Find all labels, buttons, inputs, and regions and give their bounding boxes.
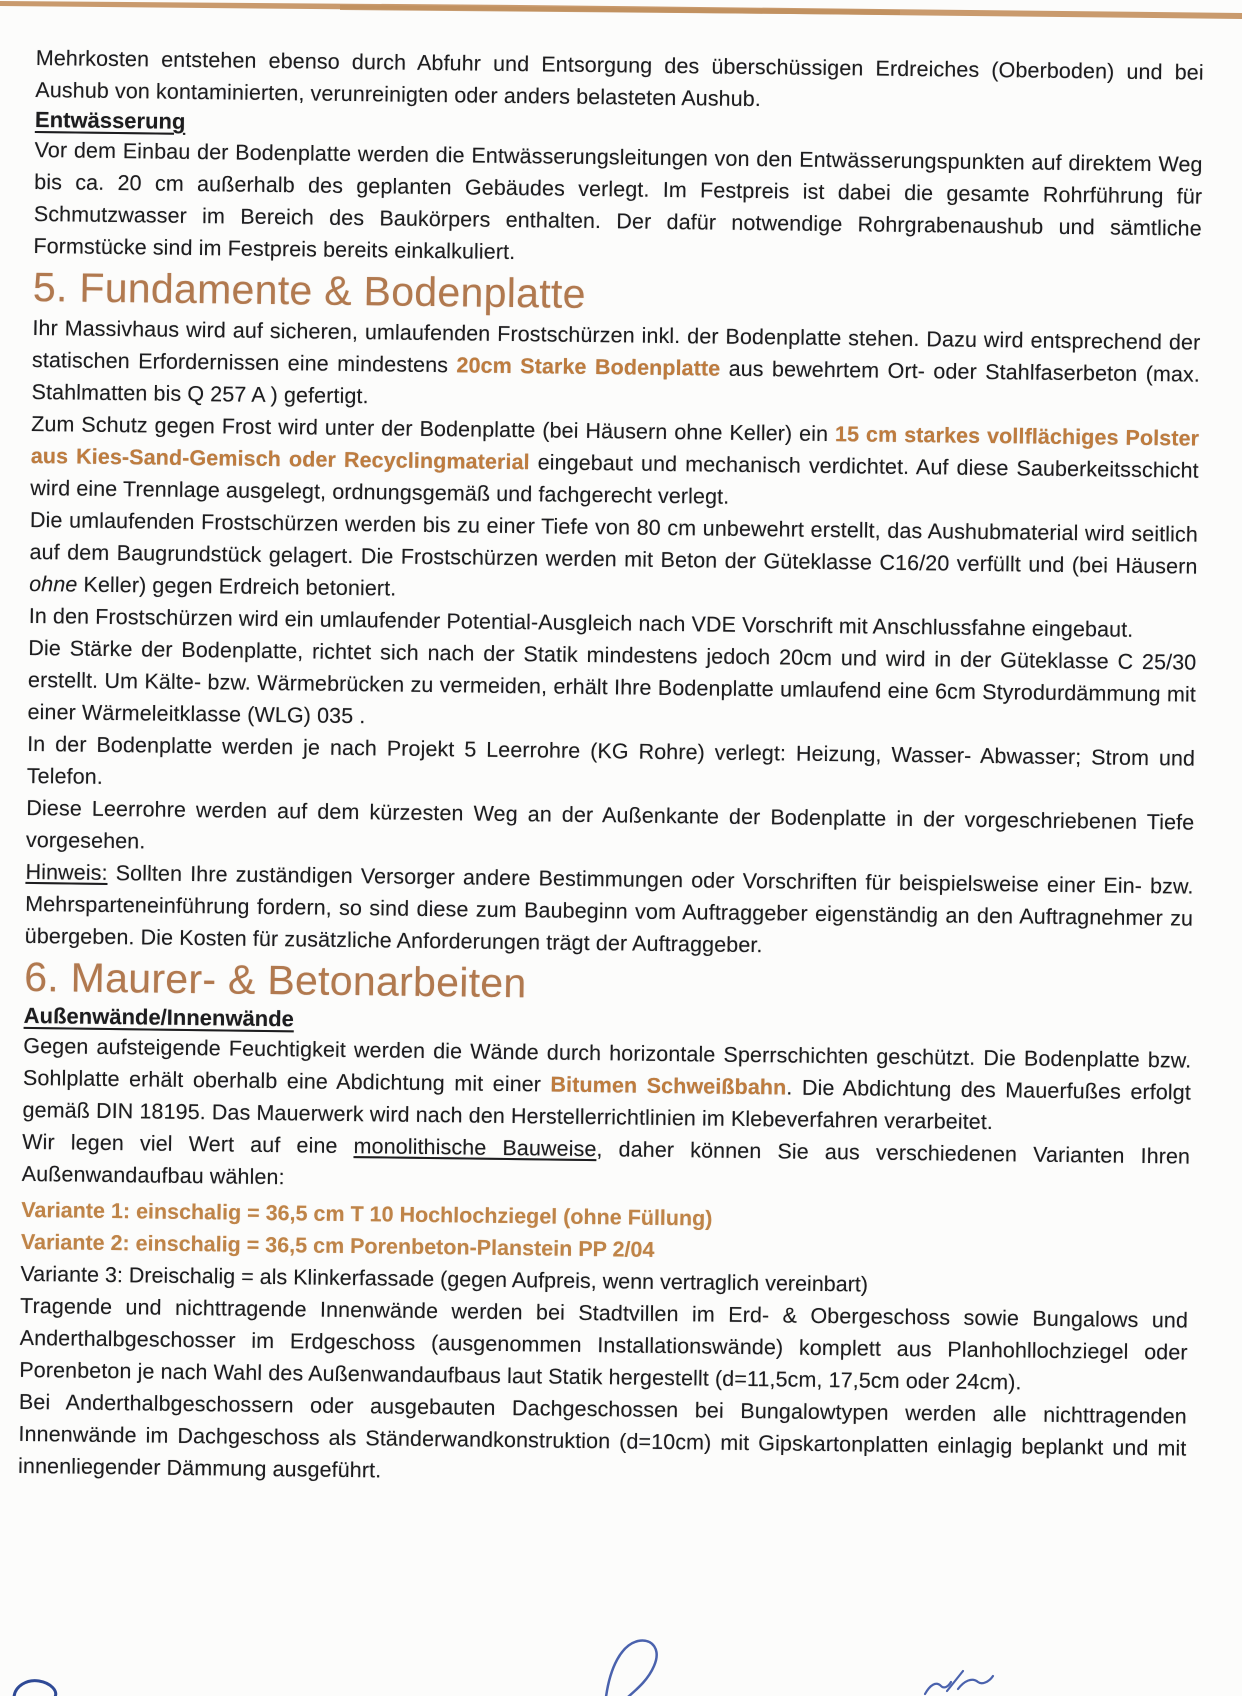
paragraph-entwaesserung: Vor dem Einbau der Bodenplatte werden die Entwässerungsleitungen von den Entwässerungspunkten auf direktem Weg bis ca. 20 cm außerhalb des geplanten Gebäudes verlegt. Im Festpreis ist dabei die gesamte Rohrführung für Schmutzwasser im Bereich des Baukörpers enthalten. Der dafür notwendige Rohrgrabenaushub und sämtliche Formstücke sind im Festpreis bereits einkalkuliert. <box>33 137 1203 265</box>
text-run: Wir legen viel Wert auf eine <box>22 1129 354 1159</box>
paragraph-bodenplatte-spec <box>30 312 1200 519</box>
variant-line-2: Variante 2: einschalig = 36,5 cm Porenbeton-Planstein PP 2/04 <box>20 1229 655 1262</box>
text-run: In den Frostschürzen wird ein umlaufender Potential-Ausgleich nach VDE Vorschrift mit Anschlussfahne eingebaut. <box>28 603 1134 642</box>
paragraph-frostschuerzen <box>29 504 1199 647</box>
highlight-polster-15cm: 15 cm starkes vollflächiges Polster aus Kies-Sand-Gemisch oder Recyclingmaterial <box>30 422 1200 475</box>
text-run: Tragende und nichttragende Innenwände werden bei Stadtvillen im Erd- & Obergeschoss sowie Bungalows und Anderthalbgeschosser im Erdgeschoss (ausgenommen Installationswände) komplett aus Planhohllochziegel oder Porenbeton je nach Wahl des Außenwandaufbaus laut Statik hergestellt (d=11,5cm, 17,5cm oder 24cm). <box>19 1293 1189 1395</box>
underline-monolithische-bauweise: monolithische Bauweise <box>353 1134 597 1162</box>
signature-mark-left <box>14 1681 56 1696</box>
highlight-bodenplatte-20cm: 20cm Starke Bodenplatte <box>456 353 721 381</box>
variant-line-1: Variante 1: einschalig = 36,5 cm T 10 Hochlochziegel (ohne Füllung) <box>21 1197 713 1231</box>
variant-list <box>20 1194 1189 1305</box>
paragraph-innenwaende <box>18 1290 1188 1497</box>
text-run: Bei Anderthalbgeschossern oder ausgebauten Dachgeschossen bei Bungalowtypen werden alle nichttragenden Innenwände im Dachgeschoss als Ständerwandkonstruktion (d=10cm) mit Gipskartonplatten einlagig beplankt und mit innenliegender Dämmung ausgeführt. <box>17 1389 1187 1483</box>
top-rule-accent <box>340 5 900 15</box>
text-run: Die umlaufenden Frostschürzen werden bis zu einer Tiefe von 80 cm unbewehrt erstellt, das Aushubmaterial wird seitlich auf dem Baugrundstück gelagert. Die Frostschürzen werden mit Beton der Güteklasse C16/20 verfüllt und (bei Häusern <box>29 507 1199 579</box>
signature-mark-middle <box>606 1641 657 1696</box>
document-content <box>18 42 1204 1497</box>
text-run: Ihr Massivhaus wird auf sicheren, umlaufenden Frostschürzen inkl. der Bodenplatte stehen. Dazu wird entsprechend der statischen Erfordernissen eine mindestens <box>31 315 1201 378</box>
italic-ohne: ohne <box>29 571 78 597</box>
text-run: aus bewehrtem Ort- oder Stahlfaserbeton (max. Stahlmatten bis Q 257 A ) gefertigt. <box>31 356 1201 409</box>
chapter-heading-maurer: 6. Maurer- & Betonarbeiten <box>23 953 527 1007</box>
text-run: Gegen aufsteigende Feuchtigkeit werden die Wände durch horizontale Sperrschichten geschützt. Die Bodenplatte bzw. Sohlplatte erhält oberhalb eine Abdichtung mit einer <box>22 1033 1192 1097</box>
highlight-bitumen-schweissbahn: Bitumen Schweißbahn <box>550 1072 787 1100</box>
text-run: eingebaut und mechanisch verdichtet. Auf diese Sauberkeitsschicht wird eine Trennlage ausgelegt, ordnungsgemäß und fachgerecht verlegt. <box>30 450 1199 509</box>
text-run: , daher können Sie aus verschiedenen Varianten Ihren Außenwandaufbau wählen: <box>21 1137 1191 1190</box>
paragraph-bodenplatte-staerke <box>25 632 1197 967</box>
subheading-aussenwaende-innenwaende: Außenwände/Innenwände <box>23 1002 295 1032</box>
chapter-heading-fundamente: 5. Fundamente & Bodenplatte <box>32 263 587 317</box>
variant-line-3: Variante 3: Dreischalig = als Klinkerfassade (gegen Aufpreis, wenn vertraglich vereinbart) <box>20 1261 869 1297</box>
text-run: Keller) gegen Erdreich betoniert. <box>77 572 397 601</box>
signature-mark-right <box>925 1671 993 1694</box>
text-run: Die Stärke der Bodenplatte, richtet sich nach der Statik mindestens jedoch 20cm und wird in der Güteklasse C 25/30 erstellt. Um Kälte- bzw. Wärmebrücken zu vermeiden, erhält Ihre Bodenplatte umlaufend eine 6cm Styrodurdämmung mit einer Wärmeleitklasse (WLG) 035 . <box>27 635 1197 729</box>
text-run: Zum Schutz gegen Frost wird unter der Bodenplatte (bei Häusern ohne Keller) ein <box>31 411 836 447</box>
paragraph-feuchtigkeit <box>22 1030 1192 1205</box>
paragraph-mehrkosten: Mehrkosten entstehen ebenso durch Abfuhr und Entsorgung des überschüssigen Erdreiches (Oberboden) und bei Aushub von kontaminierten, verunreinigten oder anders belasteten Aushub. <box>35 45 1204 112</box>
text-run: Diese Leerrohre werden auf dem kürzesten Weg an der Außenkante der Bodenplatte in der vorgeschriebenen Tiefe vorgesehen. <box>25 795 1195 854</box>
subheading-entwaesserung: Entwässerung <box>34 106 186 134</box>
text-run: In der Bodenplatte werden je nach Projekt 5 Leerrohre (KG Rohre) verlegt: Heizung, Wasser- Abwasser; Strom und Telefon. <box>26 731 1196 789</box>
hinweis-text: Sollten Ihre zuständigen Versorger andere Bestimmungen oder Vorschriften für beispielsweise einer Ein- bzw. Mehrsparteneinführung fordern, so sind diese zum Baubeginn vom Auftraggeber eigenständig an den Auftragnehmer zu übergeben. Die Kosten für zusätzliche Anforderungen trägt der Auftraggeber. <box>24 860 1194 958</box>
top-rule <box>0 1 1242 19</box>
text-run: . Die Abdichtung des Mauerfußes erfolgt gemäß DIN 18195. Das Mauerwerk wird nach den Herstellerrichtlinien im Klebeverfahren verarbeitet. <box>22 1075 1192 1135</box>
hinweis-label: Hinweis: <box>25 859 108 885</box>
